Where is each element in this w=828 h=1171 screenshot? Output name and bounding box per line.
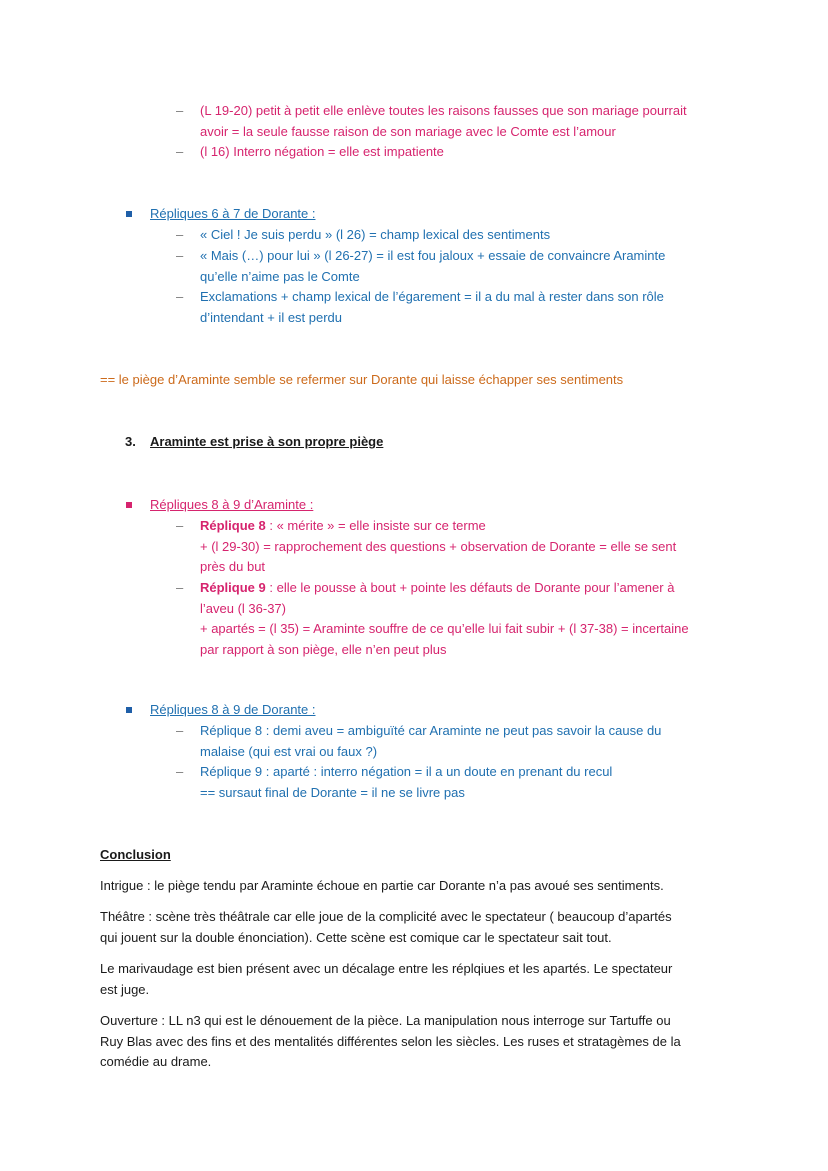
conclusion-paragraph: Le marivaudage est bien présent avec un décalage entre les réplqiues et les apartés. Le spectateur est juge. — [100, 961, 673, 997]
square-bullet — [126, 211, 132, 217]
list-item: Réplique 8 : « mérite » = elle insiste sur ce terme + (l 29-30) = rapprochement des questions + observation de Dorante = elle se sent près du but — [200, 518, 677, 574]
list-item: Réplique 8 : demi aveu = ambiguïté car Araminte ne peut pas savoir la cause du malaise (qui est vrai ou faux ?) — [200, 723, 662, 759]
subheading-dorante-8-9: Répliques 8 à 9 de Dorante : — [150, 702, 316, 717]
dash-bullet: – — [176, 764, 184, 779]
subheading-araminte-8-9: Répliques 8 à 9 d’Araminte : — [150, 497, 314, 512]
transition-text: == le piège d’Araminte semble se refermer sur Dorante qui laisse échapper ses sentiments — [100, 372, 624, 387]
list-item: (L 19-20) petit à petit elle enlève toutes les raisons fausses que son mariage pourrait avoir = la seule fausse raison de son mariage avec le Comte est l’amour — [200, 103, 687, 139]
conclusion-title: Conclusion — [100, 847, 171, 862]
list-item: Réplique 9 : elle le pousse à bout + pointe les défauts de Dorante pour l’amener à l’aveu (l 36-37) + apartés = (l 35) = Araminte souffre de ce qu’elle lui fait subir + (l 37-38) = incertaine par rapport à son piège, elle n’en peut plus — [200, 580, 689, 657]
square-bullet — [126, 502, 132, 508]
dash-bullet: – — [176, 227, 184, 242]
dash-bullet: – — [176, 103, 184, 118]
dash-bullet: – — [176, 289, 184, 304]
list-item: « Mais (…) pour lui » (l 26-27) = il est fou jaloux + essaie de convaincre Araminte qu’elle n’aime pas le Comte — [200, 248, 666, 284]
list-item: (l 16) Interro négation = elle est impatiente — [200, 144, 444, 159]
conclusion-paragraph: Intrigue : le piège tendu par Araminte échoue en partie car Dorante n’a pas avoué ses sentiments. — [100, 878, 664, 893]
dash-bullet: – — [176, 580, 184, 595]
dash-bullet: – — [176, 144, 184, 159]
section-title: Araminte est prise à son propre piège — [150, 434, 384, 449]
section-number: 3. — [125, 434, 136, 449]
list-item: « Ciel ! Je suis perdu » (l 26) = champ lexical des sentiments — [200, 227, 551, 242]
conclusion-paragraph: Théâtre : scène très théâtrale car elle joue de la complicité avec le spectateur ( beaucoup d’apartés qui jouent sur la double énonciation). Cette scène est comique car le spectateur sait tout. — [100, 909, 672, 945]
dash-bullet: – — [176, 518, 184, 533]
dash-bullet: – — [176, 248, 184, 263]
subheading-dorante-6-7: Répliques 6 à 7 de Dorante : — [150, 206, 316, 221]
square-bullet — [126, 707, 132, 713]
list-item: Réplique 9 : aparté : interro négation = il a un doute en prenant du recul == sursaut final de Dorante = il ne se livre pas — [200, 764, 613, 800]
list-item: Exclamations + champ lexical de l’égarement = il a du mal à rester dans son rôle d’intendant + il est perdu — [200, 289, 664, 325]
conclusion-paragraph: Ouverture : LL n3 qui est le dénouement de la pièce. La manipulation nous interroge sur Tartuffe ou Ruy Blas avec des fins et des mentalités différentes selon les siècles. Les ruses et stratagèmes de la comédie au drame. — [100, 1013, 681, 1069]
dash-bullet: – — [176, 723, 184, 738]
